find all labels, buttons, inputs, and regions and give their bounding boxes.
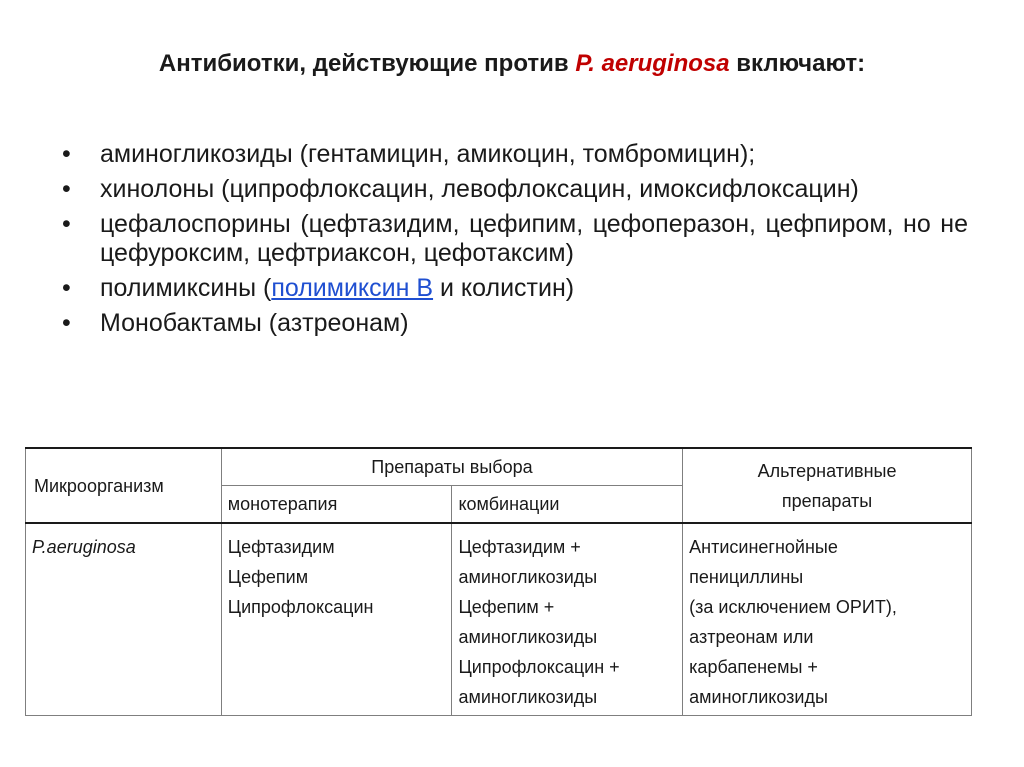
list-item-text: и колистин) <box>433 274 575 302</box>
title-organism: P. aeruginosa <box>575 50 730 77</box>
combo-line: аминогликозиды <box>458 567 598 587</box>
title-prefix: Антибиотки, действующие против <box>158 50 576 77</box>
combo-line: аминогликозиды <box>458 687 598 707</box>
header-preparations: Препараты выбора <box>221 448 682 486</box>
cell-organism <box>26 523 222 716</box>
header-mono: монотерапия <box>221 486 452 524</box>
alternative-line: азтреонам или <box>689 627 814 647</box>
combo-line: аминогликозиды <box>458 627 598 647</box>
mono-line: Цефепим <box>227 567 309 587</box>
list-item: • аминогликозиды (гентамицин, амикоцин, томбромицин); <box>62 140 968 169</box>
polymyxin-b-link[interactable]: полимиксин В <box>271 274 434 302</box>
mono-line: Ципрофлоксацин <box>227 597 374 617</box>
header-combo: комбинации <box>452 486 683 524</box>
list-item: • хинолоны (ципрофлоксацин, левофлоксацин, имоксифлоксацин) <box>62 175 968 204</box>
antibiotic-list <box>62 140 968 344</box>
organism-name: P.aeruginosa <box>32 537 136 557</box>
mono-line: Цефтазидим <box>227 537 335 557</box>
alternative-line: карбапенемы + <box>689 657 818 677</box>
page-title <box>0 50 1024 78</box>
header-alternative-text: Альтернативные препараты <box>757 460 897 511</box>
table-header-row <box>26 448 972 486</box>
table-row <box>26 523 972 716</box>
drug-table <box>25 447 972 716</box>
alternative-line: аминогликозиды <box>689 687 828 707</box>
combo-line: Цефепим + <box>458 597 555 617</box>
title-suffix: включают: <box>729 50 866 77</box>
alternative-line: пенициллины <box>689 567 804 587</box>
header-alternative <box>683 448 972 523</box>
cell-mono <box>221 523 452 716</box>
header-organism: Микроорганизм <box>26 448 222 523</box>
cell-combo <box>452 523 683 716</box>
alternative-line: (за исключением ОРИТ), <box>689 597 897 617</box>
cell-alternative <box>683 523 972 716</box>
list-item: • Монобактамы (азтреонам) <box>62 309 968 338</box>
combo-line: Цефтазидим + <box>458 537 581 557</box>
list-item <box>62 274 968 303</box>
list-item: • цефалоспорины (цефтазидим, цефипим, цефоперазон, цефпиром, но не цефуроксим, цефтриаксон, цефотаксим) <box>62 210 968 268</box>
alternative-line: Антисинегнойные <box>689 537 838 557</box>
combo-line: Ципрофлоксацин + <box>458 657 620 677</box>
list-item-text: полимиксины ( <box>100 274 272 302</box>
